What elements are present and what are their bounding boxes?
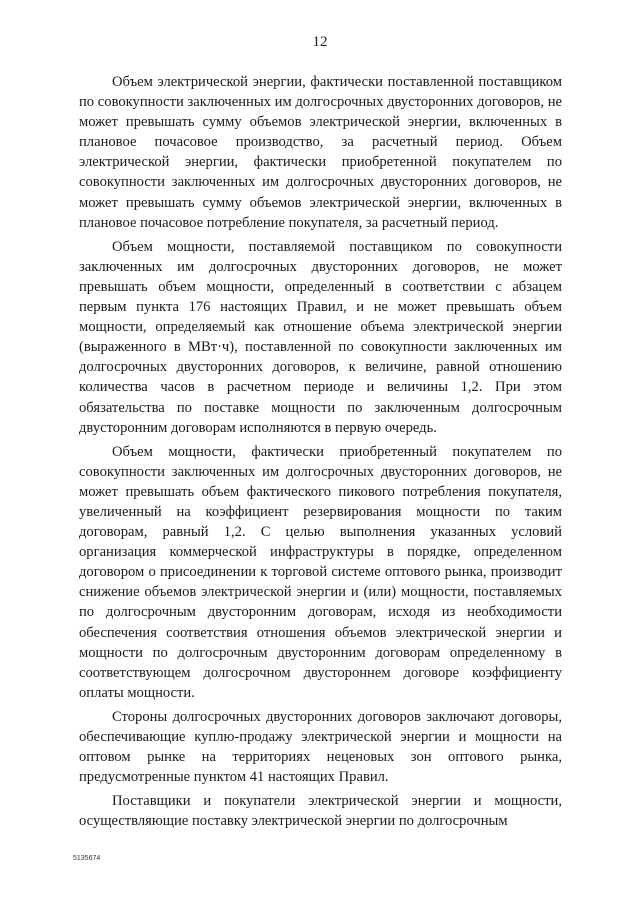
paragraph: Объем мощности, поставляемой поставщиком по совокупности заключенных им долгосрочных двусторонних договоров, не может превышать объем мощности, определенный в соответствии с абзацем первым пункта 176 настоящих Правил, и не может превышать объем мощности, определяемый как отношение объема электрической энергии (выраженного в МВт·ч), поставленной по совокупности заключенных им долгосрочных двусторонних договоров, к величине, равной отношению количества часов в расчетном периоде и величины 1,2. При этом обязательства по поставке мощности по заключенным долгосрочным двусторонним договорам исполняются в первую очередь. xyxy=(79,238,562,436)
paragraph: Поставщики и покупатели электрической энергии и мощности, осуществляющие поставку электрической энергии по долгосрочным xyxy=(79,793,562,830)
page-number: 12 xyxy=(312,34,328,50)
paragraph: Объем мощности, фактически приобретенный покупателем по совокупности заключенных им долгосрочных двусторонних договоров, не может превышать объем фактического пикового потребления покупателя, увеличенный на коэффициент резервирования мощности по таким договорам, равный 1,2. С целью выполнения указанных условий организация коммерческой инфраструктуры в порядке, определенном договором о присоединении к торговой системе оптового рынка, производит снижение объемов электрической энергии и (или) мощности, поставляемых по долгосрочным двусторонним договорам, исходя из необходимости обеспечения соответствия отношения объемов электрической энергии и мощности по долгосрочным двусторонним договорам определенному в соответствующем долгосрочном двустороннем договоре коэффициенту оплаты мощности. xyxy=(79,443,562,701)
document-id: 5135674 xyxy=(73,855,101,862)
paragraph: Объем электрической энергии, фактически поставленной поставщиком по совокупности заключенных им долгосрочных двусторонних договоров, не может превышать сумму объемов электрической энергии, включенных в плановое почасовое производство, за расчетный период. Объем электрической энергии, фактически приобретенной покупателем по совокупности заключенных им долгосрочных двусторонних договоров, не может превышать сумму объемов электрической энергии, включенных в плановое почасовое потребление покупателя, за расчетный период. xyxy=(79,74,562,231)
paragraph: Стороны долгосрочных двусторонних договоров заключают договоры, обеспечивающие куплю-продажу электрической энергии и мощности на оптовом рынке на территориях неценовых зон оптового рынка, предусмотренные пунктом 41 настоящих Правил. xyxy=(79,708,562,786)
document-body xyxy=(79,72,562,835)
